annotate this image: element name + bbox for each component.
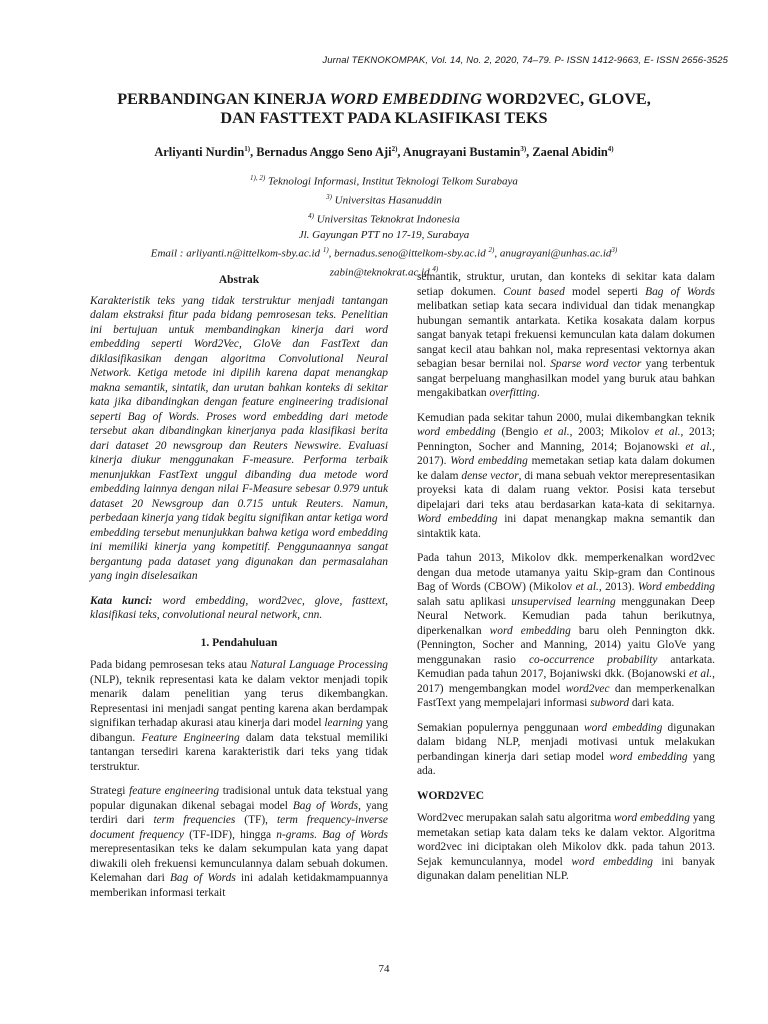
right-column [417, 270, 715, 894]
email-line: Email : arliyanti.n@ittelkom-sby.ac.id $^{1)}$, bernadus.seno@ittelkom-sby.ac.id $^{2)}$, $anugrayani@unhas.ac.id^{3)}$ [150, 246, 618, 260]
journal-header: Jurnal TEKNOKOMPAK, Vol. 14, No. 2, 2020, 74–79. P- ISSN 1412-9663, E- ISSN 2656-3525 [322, 55, 728, 66]
paragraph: Strategi feature engineering tradisional untuk data tekstual yang popular digunakan dikenal sebagai model Bag of Words, yang terdiri dari term frequencies (TF), term frequency-inverse document frequency (TF-IDF), hingga n-grams. Bag of Words merepresentasikan teks ke dalam sekumpulan kata yang dapat diwakili oleh frekuensi kemunculannya dalam sebuah dokumen. Kelemahan dari Bag of Words ini adalah ketidakmampuannya memberikan informasi terkait [90, 785, 388, 899]
abstract-heading: Abstrak [218, 274, 260, 286]
section-heading-pendahuluan: 1. Pendahuluan [200, 636, 278, 649]
section-heading-word2vec: WORD2VEC [417, 789, 485, 802]
paragraph: Word2vec merupakan salah satu algoritma word embedding yang memetakan setiap kata dalam teks ke dalam vektor. Algoritma word2vec ini diciptakan oleh Mikolov dkk. pada tahun 2013. Sejak kemunculannya, model word embedding ini banyak digunakan dalam penelitian NLP. [417, 812, 715, 882]
paragraph: semantik, struktur, urutan, dan konteks di sekitar kata dalam setiap dokumen. Count based model seperti Bag of Words melibatkan setiap kata secara individual dan tidak menangkap hubungan semantik antarkata. Ketika kosakata dalam korpus sangat banyak tetapi frekuensi kemunculan kata dalam dokumen sangat kecil atau bahkan nol, maka representasi vektornya akan sebagian besar bernilai nol. Sparse word vector yang terbentuk sangat berpeluang manghasilkan model yang buruk atau bahkan mengakibatkan overfitting. [417, 271, 715, 399]
affiliations: $^{1), 2)}$ Teknologi Informasi, Institut Teknologi Telkom Surabaya $^{3)}$ Universitas Hasanuddin $^{4)}$ Universitas Teknokrat Indonesia Jl. Gayungan PTT no 17-19, Surabaya Email : arliyanti.n@ittelkom-sby.ac.id $^{1)}$, bernadus.seno@ittelkom-sby.ac.id $^{2)}$, $anugrayani@unhas.ac.id^{3)}$ zabin@teknokrat.ac.id $^{4)}$ [40, 171, 728, 281]
paragraph: Kemudian pada sekitar tahun 2000, mulai dikembangkan teknik word embedding (Bengio et al., 2003; Mikolov et al., 2013; Pennington, Socher and Manning, 2014; Bojanowski et al., 2017). Word embedding memetakan setiap kata dalam dokumen ke dalam dense vector, di mana sebuah vektor merepresentasikan proyeksi kata di dalam ruang vektor. Posisi kata tersebut dipelajari dari teks atau berdasarkan kata-kata di sekitarnya. Word embedding ini dapat menangkap makna semantik dan sintaktik kata. [417, 411, 715, 540]
paragraph: Pada tahun 2013, Mikolov dkk. memperkenalkan word2vec dengan dua metode utamanya yaitu Skip-gram dan Continous Bag of Words (CBOW) (Mikolov et al., 2013). Word embedding salah satu aplikasi unsupervised learning menggunakan Deep Neural Network. Kemudian pada tahun berikutnya, diperkenalkan word embedding baru oleh Pennington dkk. (Pennington, Socher and Manning, 2014) yaitu GloVe yang menggunakan rasio co-occurrence probability antarkata. Kemudian pada tahun 2017, Bojaniwski dkk. (Bojanowski et al., 2017) mengembangkan model word2vec dan memperkenalkan FastText yang mempelajari informasi subword dari kata. [417, 552, 716, 709]
abstract-text: Karakteristik teks yang tidak terstruktur menjadi tantangan dalam ekstraksi fitur pada bidang pemrosesan teks. Penelitian ini bertujuan untuk membandingkan kinerja dari word embedding seperti Word2Vec, GloVe dan FastText dan diklasifikasikan dengan algoritma Convolutional Neural Network. Ketiga metode ini dipilih karena dapat menangkap makna semantik, sintatik, dan urutan bahkan konteks di sekitar kata jika dibandingkan dengan feature engineering tradisional seperti Bag of Words. Proses word embedding dari metode tersebut akan dibandingkan kinerjanya pada klasifikasi berita dari dataset 20 newsgroup dan Reuters Newswire. Evaluasi kinerja diukur menggunakan F-measure. Performa terbaik menunjukkan FastText unggul dibanding dua metode word embedding lainnya dengan nilai F-Measure sebesar 0.979 untuk dataset 20 Newsgroup dan 0.715 untuk Reuters. Namun, perbedaan kinerja yang tidak begitu signifikan antar ketiga word embedding tersebut menunjukkan bahwa ketiga word embedding ini memiliki kinerja yang kompetitif. Penggunaannya sangat bergantung pada dataset yang digunakan dan permasalahan yang ingin diselesaikan [90, 294, 388, 582]
paper-title: PERBANDINGAN KINERJA WORD EMBEDDING WORD2VEC, GLOVE, DAN FASTTEXT PADA KLASIFIKASI TEKS [117, 90, 651, 127]
left-column [90, 270, 388, 910]
abstract [90, 273, 388, 623]
page-number: 74 [378, 963, 390, 975]
keywords: Kata kunci: word embedding, word2vec, glove, fasttext, klasifikasi teks, convolutional neural network, cnn. [90, 594, 388, 621]
authors: Arliyanti Nurdin$^{1)}$, Bernadus Anggo Seno Aji$^{2)}$, Anugrayani Bustamin$^{3)}$, Zaenal Abidin$^{4)}$ [154, 145, 614, 160]
paragraph: Pada bidang pemrosesan teks atau Natural Language Processing (NLP), teknik representasi kata ke dalam vektor menjadi topik menarik dalam penelitian yang terus dikembangkan. Representasi ini menjadi sangat penting karena akan berdampak signifikan terhadap akurasi atau kinerja dari model learning yang dibangun. Feature Engineering dalam data tekstual memiliki tantangan tersediri karena karakteristik dari teks yang tidak terstruktur. [90, 659, 388, 773]
paragraph: Semakian populernya penggunaan word embedding digunakan dalam bidang NLP, menjadi motivasi untuk melakukan perbandingan kinerja dari setiap model word embedding yang ada. [417, 721, 715, 777]
